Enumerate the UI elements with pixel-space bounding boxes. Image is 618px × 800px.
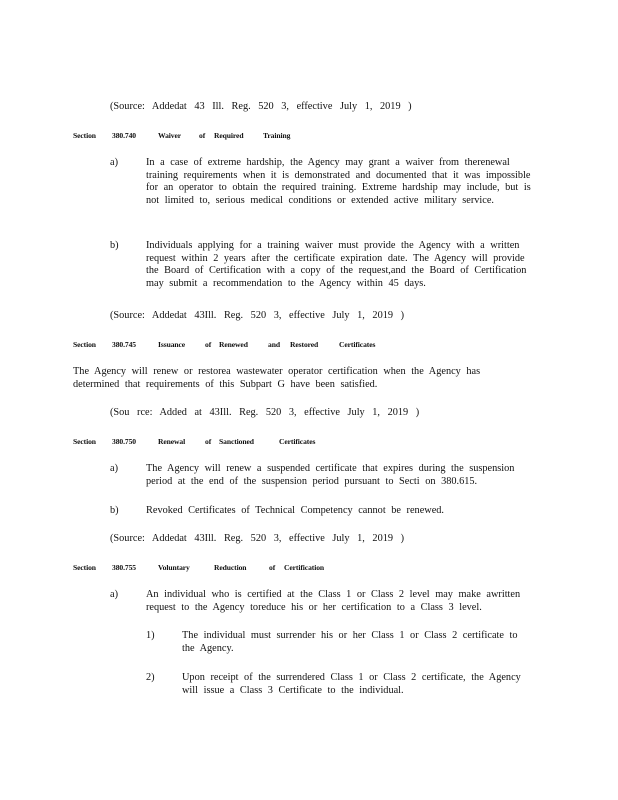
source-note-380-740: (Source: Addedat 43Ill. Reg. 520 3, effective July 1, 2019 ) (110, 310, 405, 321)
section-title-word: Renewal (158, 437, 186, 446)
paragraph-label: a) (110, 463, 118, 474)
source-note-380-745: (Sou rce: Added at 43Ill. Reg. 520 3, effective July 1, 2019 ) (110, 407, 420, 418)
section-word: Section (73, 340, 96, 349)
subparagraph-label: 1) (146, 630, 155, 641)
section-number: 380.740 (112, 131, 136, 140)
paragraph-label: a) (110, 157, 118, 168)
section-number: 380.750 (112, 437, 136, 446)
section-title-word: of (205, 437, 212, 446)
section-title-word: Renewed (219, 340, 248, 349)
source-note-380-750: (Source: Addedat 43Ill. Reg. 520 3, effective July 1, 2019 ) (110, 533, 405, 544)
section-title-word: Certificates (339, 340, 376, 349)
source-note-preamble: (Source: Addedat 43 Ill. Reg. 520 3, effective July 1, 2019 ) (110, 101, 412, 112)
section-title-word: of (269, 563, 276, 572)
section-title-word: and (268, 340, 280, 349)
section-number: 380.745 (112, 340, 136, 349)
subparagraph-label: 2) (146, 672, 155, 683)
section-title-word: Restored (290, 340, 319, 349)
section-number: 380.755 (112, 563, 136, 572)
section-title-word: Certificates (279, 437, 316, 446)
paragraph-label: b) (110, 505, 119, 516)
section-title-word: Training (263, 131, 291, 140)
section-title-word: Waiver (158, 131, 182, 140)
section-title-word: Sanctioned (219, 437, 254, 446)
paragraph-text: In a case of extreme hardship, the Agency may grant a waiver from therenewal training requirements when it is demonstrated and documented that it was impossible for an operator to obtain the required training. Extreme hardship may include, but is not limited to, serious medical conditions or extended active military service. (146, 157, 531, 206)
subparagraph-text: The individual must surrender his or her Class 1 or Class 2 certificate to the Agency. (182, 630, 518, 654)
subparagraph-text: Upon receipt of the surrendered Class 1 or Class 2 certificate, the Agency will issue a Class 3 Certificate to the individual. (182, 672, 521, 696)
paragraph-380-745: The Agency will renew or restorea wastewater operator certification when the Agency has determined that requirements of this Subpart G have been satisfied. (73, 366, 481, 390)
paragraph-text: The Agency will renew a suspended certificate that expires during the suspension period at the end of the suspension period pursuant to Secti on 380.615. (146, 463, 515, 487)
section-380-745-heading (0, 339, 618, 349)
section-title-word: Reduction (214, 563, 247, 572)
section-title-word: of (205, 340, 212, 349)
section-word: Section (73, 437, 96, 446)
section-title-word: Voluntary (158, 563, 190, 572)
section-380-750-heading (0, 436, 618, 446)
paragraph-label: b) (110, 240, 119, 251)
section-380-740-heading (0, 130, 618, 140)
section-title-word: Issuance (158, 340, 186, 349)
section-word: Section (73, 563, 96, 572)
paragraph-text: An individual who is certified at the Class 1 or Class 2 level may make awritten request to the Agency toreduce his or her certification to a Class 3 level. (146, 589, 521, 613)
section-title-word: Certification (284, 563, 325, 572)
section-title-word: of (199, 131, 206, 140)
paragraph-label: a) (110, 589, 118, 600)
paragraph-text: Revoked Certificates of Technical Competency cannot be renewed. (146, 505, 444, 516)
section-word: Section (73, 131, 96, 140)
paragraph-text: Individuals applying for a training waiver must provide the Agency with a written request within 2 years after the certificate expiration date. The Agency will provide the Board of Certification with a copy of the request,and the Board of Certification may submit a recommendation to the Agency within 45 days. (146, 240, 527, 289)
section-380-755-heading (0, 562, 618, 572)
section-title-word: Required (214, 131, 244, 140)
